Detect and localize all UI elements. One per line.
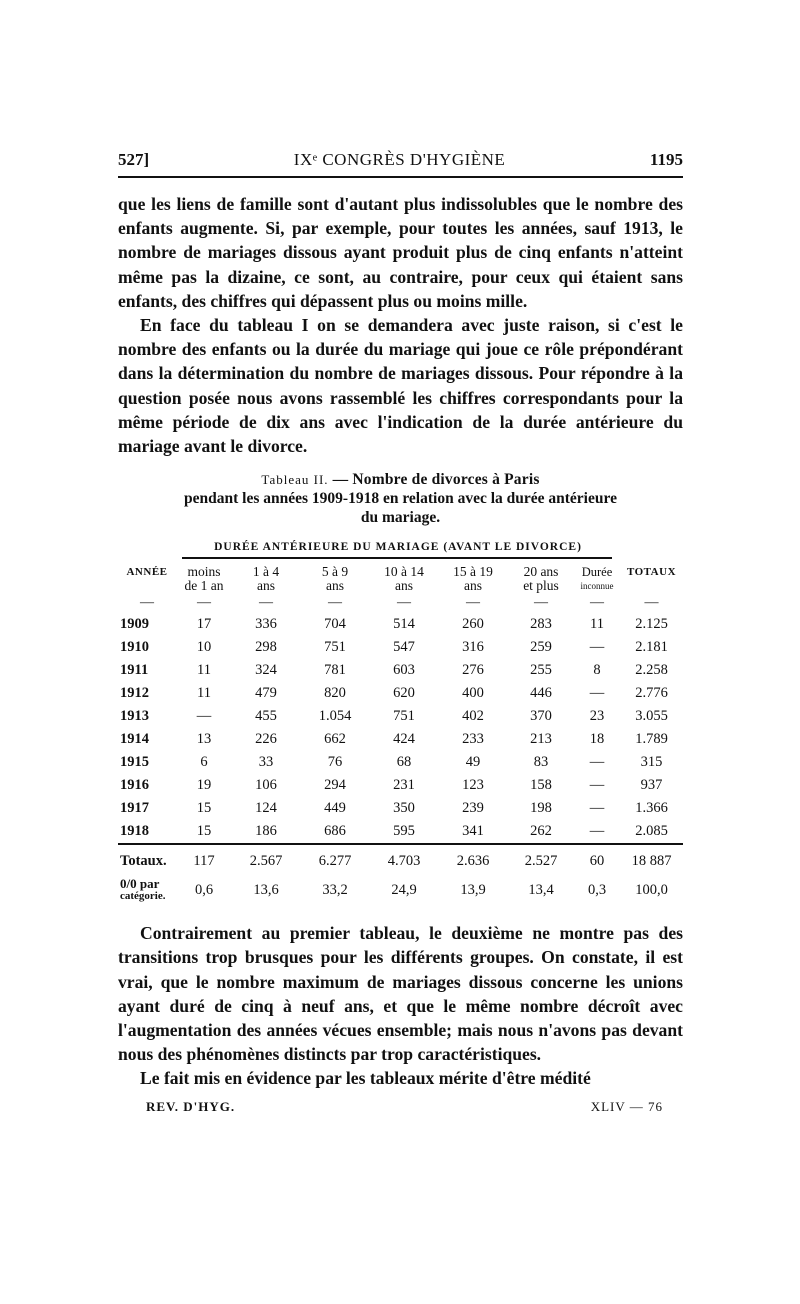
table-caption <box>118 470 683 527</box>
table-cell: 514 <box>393 616 415 633</box>
page-reference: 527] <box>118 150 150 169</box>
table-cell: 3.055 <box>635 708 668 725</box>
row-year: 1911 <box>120 662 149 679</box>
column-header-total: TOTAUX <box>626 566 677 579</box>
column-header: 1 à 4 ans <box>252 564 280 594</box>
column-header: 15 à 19 ans <box>453 564 493 594</box>
table-cell: 662 <box>324 731 346 748</box>
paragraph: En face du tableau I on se demandera avec juste raison, si c'est le nombre des enfants ou la durée du mariage qui joue ce rôle prépondérant dans la détermination du nombre de mariages dissous. Pour répondre à la question posée nous avons rassemblé les chiffres correspondants pour la même période de dix ans avec l'indication de la durée antérieure du mariage avant le divorce. <box>118 315 683 457</box>
table-cell: 0,6 <box>194 881 214 898</box>
table-cell: 49 <box>465 754 481 771</box>
table-cell: 6.277 <box>300 844 370 873</box>
table-cell: — <box>589 685 605 702</box>
row-year: 1912 <box>120 685 149 702</box>
table-cell: 276 <box>462 662 484 679</box>
journal-signature: REV. D'HYG. <box>146 1098 236 1114</box>
table-cell: 2.776 <box>635 685 668 702</box>
table-cell: 8 <box>593 662 601 679</box>
table-cell: 226 <box>255 731 277 748</box>
table-cell: 315 <box>640 754 663 771</box>
table-cell: 455 <box>255 708 277 725</box>
table-cell: 751 <box>393 708 415 725</box>
table-cell: 60 <box>574 844 620 873</box>
table-row <box>118 728 683 751</box>
table-cell: 259 <box>530 639 552 656</box>
table-cell: 106 <box>255 777 277 794</box>
table-cell: 424 <box>393 731 415 748</box>
table-cell: 449 <box>324 800 346 817</box>
table-cell: 446 <box>530 685 552 702</box>
table-cell: 400 <box>462 685 484 702</box>
table-cell: — <box>196 708 212 725</box>
table-cell: 820 <box>324 685 346 702</box>
table-cell: — <box>589 639 605 656</box>
table-cell: 620 <box>393 685 415 702</box>
table-cell: 239 <box>462 800 484 817</box>
table-row <box>118 613 683 636</box>
table-row <box>118 705 683 728</box>
table-cell: 937 <box>640 777 663 794</box>
table-cell: — <box>589 777 605 794</box>
table-cell: — <box>589 800 605 817</box>
volume-signature: XLIV — 76 <box>590 1098 663 1114</box>
table-cell: 402 <box>462 708 484 725</box>
table-cell: 13,6 <box>253 881 279 898</box>
table-cell: 158 <box>530 777 552 794</box>
table-cell: 2.085 <box>635 823 668 840</box>
table-cell: 751 <box>324 639 346 656</box>
table-cell: 13,4 <box>528 881 554 898</box>
table-cell: 595 <box>393 823 415 840</box>
column-header: 20 ans et plus <box>523 564 559 594</box>
table-cell: 233 <box>462 731 484 748</box>
table-cell: 370 <box>530 708 552 725</box>
column-header: 5 à 9 ans <box>321 564 349 594</box>
caption-line: pendant les années 1909-1918 en relation avec la durée antérieure <box>184 490 617 508</box>
percent-label: 0/0 par catégorie. <box>120 876 166 903</box>
totals-label: Totaux. <box>118 844 176 873</box>
column-header-year: ANNÉE <box>126 566 168 579</box>
table-cell: 603 <box>393 662 415 679</box>
dash-row: — — — — — — — — — <box>140 595 659 611</box>
caption-label: Tableau II. <box>261 472 329 488</box>
table-cell: 1.789 <box>635 731 668 748</box>
table-body <box>118 613 683 844</box>
table-row <box>118 659 683 682</box>
table-cell: 324 <box>255 662 277 679</box>
table-row <box>118 820 683 844</box>
column-header: 10 à 14 ans <box>384 564 424 594</box>
table-cell: 2.636 <box>438 844 508 873</box>
table-cell: 260 <box>462 616 484 633</box>
table-cell: 18 <box>589 731 605 748</box>
table-cell: 6 <box>200 754 208 771</box>
running-head <box>118 150 683 178</box>
group-header: DURÉE ANTÉRIEURE DU MARIAGE (AVANT LE DIVORCE) <box>214 541 582 554</box>
paragraph: Le fait mis en évidence par les tableaux mérite d'être médité <box>140 1068 591 1089</box>
table-cell: 19 <box>196 777 212 794</box>
table-cell: 2.567 <box>232 844 300 873</box>
table-cell: 781 <box>324 662 346 679</box>
table-cell: — <box>589 754 605 771</box>
table-cell: 198 <box>530 800 552 817</box>
table-cell: 255 <box>530 662 552 679</box>
row-year: 1913 <box>120 708 149 725</box>
table-cell: 316 <box>462 639 484 656</box>
divorce-table <box>118 541 683 907</box>
running-title: IXᵉ CONGRÈS D'HYGIÈNE <box>293 150 506 169</box>
table-cell: 2.125 <box>635 616 668 633</box>
table-cell: 76 <box>327 754 343 771</box>
totals-row <box>118 844 683 873</box>
table-cell: 547 <box>393 639 415 656</box>
table-row <box>118 774 683 797</box>
paragraph: que les liens de famille sont d'autant plus indissolubles que le nombre des enfants augmente. Si, par exemple, pour toutes les années, sauf 1913, le nombre de mariages dissous ayant produit plus de cinq enfants n'atteint même pas la dizaine, ce sont, au contraire, pour ceux qui étaient sans enfants, des chiffres qui dépassent plus ou moins mille. <box>118 194 683 311</box>
table-cell: 13 <box>196 731 212 748</box>
table-cell: 4.703 <box>370 844 438 873</box>
table-cell: 123 <box>462 777 484 794</box>
column-header: moins de 1 an <box>184 564 224 594</box>
row-year: 1910 <box>120 639 149 656</box>
paragraph: Contrairement au premier tableau, le deuxième ne montre pas des transitions trop brusques pour les différents groupes. On constate, il est vrai, que le nombre maximum de mariages dissous concerne les unions ayant duré de cinq à neuf ans, et que le même nombre décroît avec l'augmentation des années vécues ensemble; mais nous n'avons pas devant nous des phénomènes distincts par trop caractéristiques. <box>118 923 683 1065</box>
row-year: 1915 <box>120 754 149 771</box>
row-year: 1914 <box>120 731 149 748</box>
table-cell: 704 <box>324 616 346 633</box>
table-cell: 15 <box>196 823 212 840</box>
table-cell: 186 <box>255 823 277 840</box>
table-cell: 15 <box>196 800 212 817</box>
column-header: Durée inconnue <box>580 565 614 592</box>
table-cell: 124 <box>255 800 277 817</box>
row-year: 1917 <box>120 800 149 817</box>
table-cell: 11 <box>590 616 604 633</box>
table-cell: 479 <box>255 685 277 702</box>
table-cell: 117 <box>176 844 232 873</box>
table-cell: 2.258 <box>635 662 668 679</box>
table-cell: 341 <box>462 823 484 840</box>
table-cell: 294 <box>324 777 346 794</box>
page-number: 1195 <box>649 150 683 169</box>
row-year: 1909 <box>120 616 149 633</box>
table-cell: 0,3 <box>587 881 607 898</box>
table-cell: 17 <box>196 616 212 633</box>
table-cell: 336 <box>255 616 277 633</box>
table-cell: 231 <box>393 777 415 794</box>
table-cell: 11 <box>197 662 211 679</box>
table-row <box>118 682 683 705</box>
caption-title: — Nombre de divorces à Paris <box>328 471 540 489</box>
table-cell: 262 <box>530 823 552 840</box>
table-row <box>118 797 683 820</box>
table-cell: 10 <box>196 639 212 656</box>
row-year: 1918 <box>120 823 149 840</box>
table-cell: — <box>589 823 605 840</box>
table-row <box>118 636 683 659</box>
row-year: 1916 <box>120 777 149 794</box>
table-cell: 2.527 <box>508 844 574 873</box>
table-cell: 1.366 <box>635 800 668 817</box>
table-cell: 2.181 <box>635 639 668 656</box>
table-cell: 33 <box>258 754 274 771</box>
table-cell: 33,2 <box>322 881 348 898</box>
table-cell: 23 <box>589 708 605 725</box>
table-cell: 11 <box>197 685 211 702</box>
percent-row <box>118 873 683 907</box>
table-cell: 83 <box>533 754 549 771</box>
table-cell: 686 <box>324 823 346 840</box>
table-cell: 100,0 <box>635 881 668 898</box>
table-cell: 298 <box>255 639 277 656</box>
caption-line: du mariage. <box>360 509 441 527</box>
table-cell: 1.054 <box>318 708 352 725</box>
table-cell: 213 <box>530 731 552 748</box>
table-cell: 350 <box>393 800 415 817</box>
table-cell: 283 <box>530 616 552 633</box>
data-table <box>118 559 683 907</box>
table-cell: 18 887 <box>620 844 683 873</box>
page-footer <box>118 1099 683 1115</box>
table-cell: 13,9 <box>460 881 486 898</box>
page <box>118 150 683 1115</box>
text-after <box>118 921 683 1090</box>
table-row <box>118 751 683 774</box>
table-cell: 24,9 <box>391 881 417 898</box>
table-summary <box>118 844 683 907</box>
table-cell: 68 <box>396 754 412 771</box>
